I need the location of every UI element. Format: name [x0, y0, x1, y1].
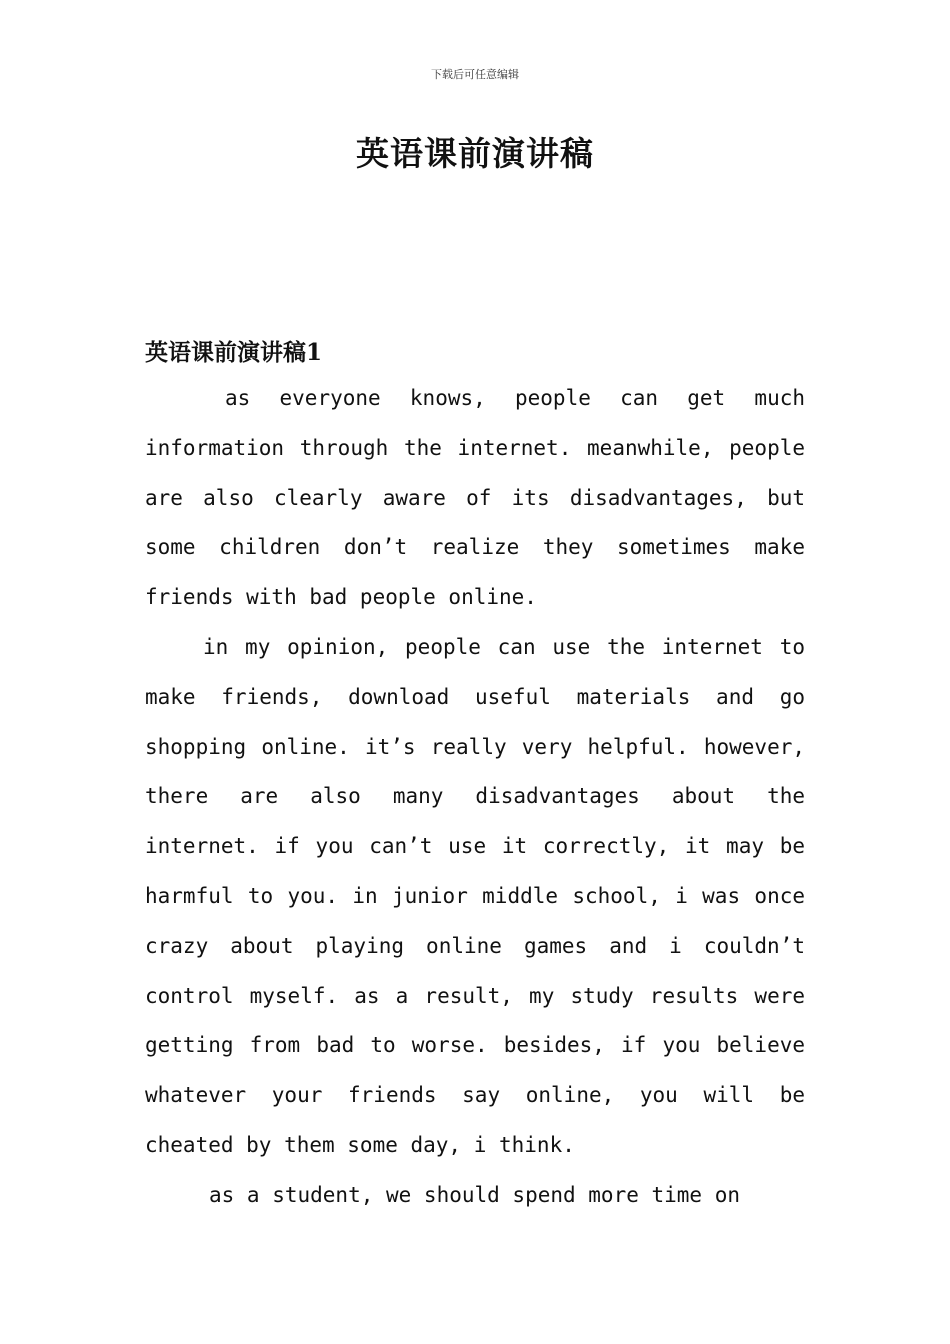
paragraph-2: in my opinion, people can use the internet to make friends, download useful materials and go shopping online. it’s really very helpful. however, there are also many disadvantages about the internet. if you can’t use it correctly, it may be harmful to you. in junior middle school, i was once crazy about playing online games and i couldn’t control myself. as a result, my study results were getting from bad to worse. besides, if you believe whatever your friends say online, you will be cheated by them some day, i think. — [145, 634, 805, 1157]
paragraph-3: as a student, we should spend more time on — [209, 1182, 741, 1207]
header-note: 下载后可任意编辑 — [431, 68, 519, 81]
section-title: 英语课前演讲稿1 — [145, 339, 323, 366]
paragraph-1: as everyone knows, people can get much information through the internet. meanwhile, people are also clearly aware of its disadvantages, but some children don’t realize they sometimes make friends with bad people online. — [145, 386, 805, 610]
document-title: 英语课前演讲稿 — [356, 134, 594, 173]
body-text — [145, 374, 805, 1221]
